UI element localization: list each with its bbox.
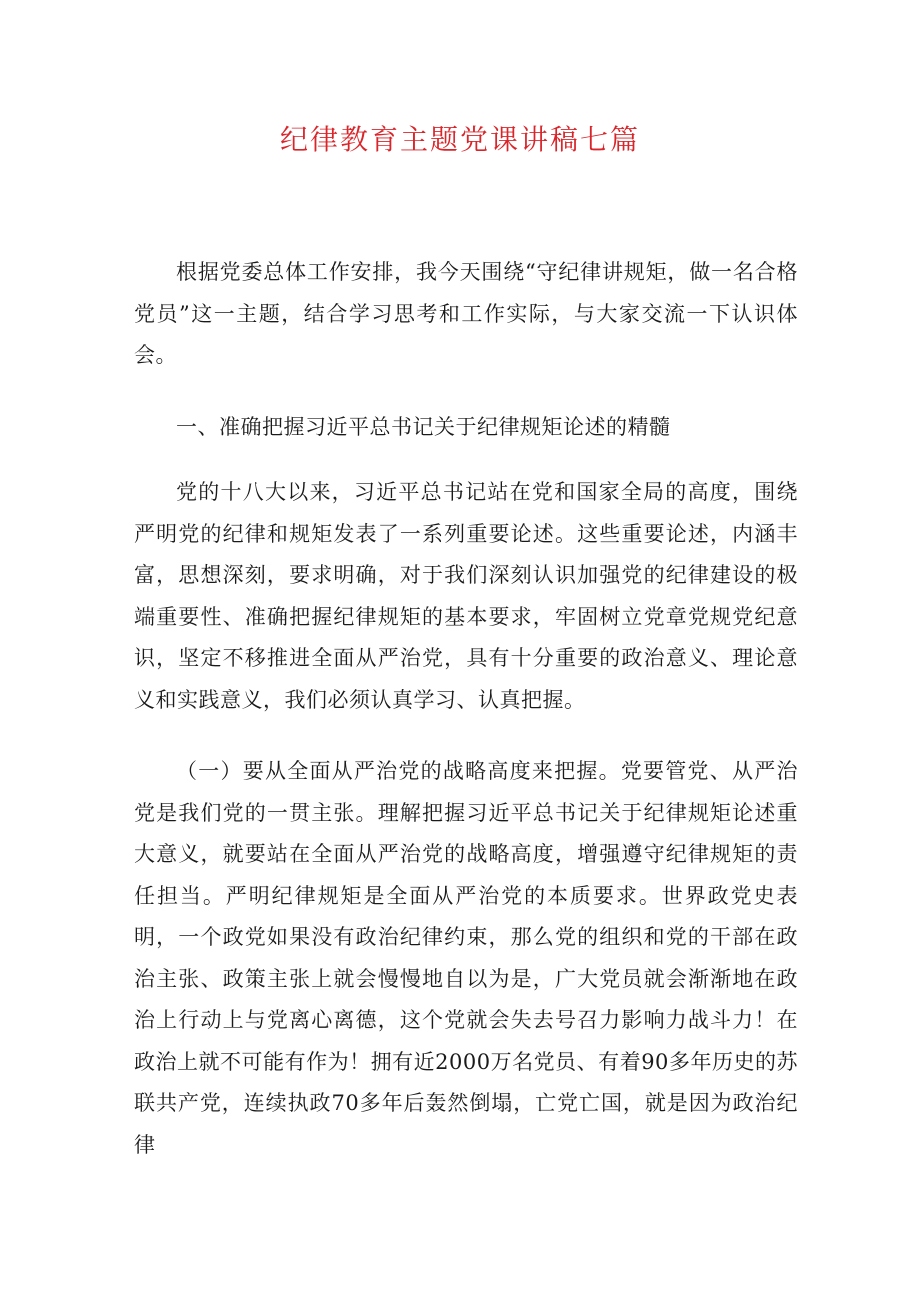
document-body — [134, 252, 798, 1196]
subsection-paragraph: （一）要从全面从严治党的战略高度来把握。党要管党、从严治党是我们党的一贯主张。理解把握习近平总书记关于纪律规矩论述重大意义，就要站在全面从严治党的战略高度，增强遵守纪律规矩的责任担当。严明纪律规矩是全面从严治党的本质要求。世界政党史表明，一个政党如果没有政治纪律约束，那么党的组织和党的干部在政治主张、政策主张上就会慢慢地自以为是，广大党员就会渐渐地在政治上行动上与党离心离德，这个党就会失去号召力影响力战斗力！在政治上就不可能有作为！拥有近2000万名党员、有着90多年历史的苏联共产党，连续执政70多年后轰然倒塌，亡党亡国，就是因为政治纪律 — [134, 759, 798, 1157]
body-paragraph: 党的十八大以来，习近平总书记站在党和国家全局的高度，围绕严明党的纪律和规矩发表了一系列重要论述。这些重要论述，内涵丰富，思想深刻，要求明确，对于我们深刻认识加强党的纪律建设的极端重要性、准确把握纪律规矩的基本要求，牢固树立党章党规党纪意识，坚定不移推进全面从严治党，具有十分重要的政治意义、理论意义和实践意义，我们必须认真学习、认真把握。 — [134, 480, 798, 712]
section-heading: 一、准确把握习近平总书记关于纪律规矩论述的精髓 — [176, 414, 671, 439]
document-title: 纪律教育主题党课讲稿七篇 — [279, 123, 640, 156]
intro-paragraph: 根据党委总体工作安排，我今天围绕“守纪律讲规矩，做一名合格党员”这一主题，结合学习思考和工作实际，与大家交流一下认识体会。 — [134, 260, 798, 367]
